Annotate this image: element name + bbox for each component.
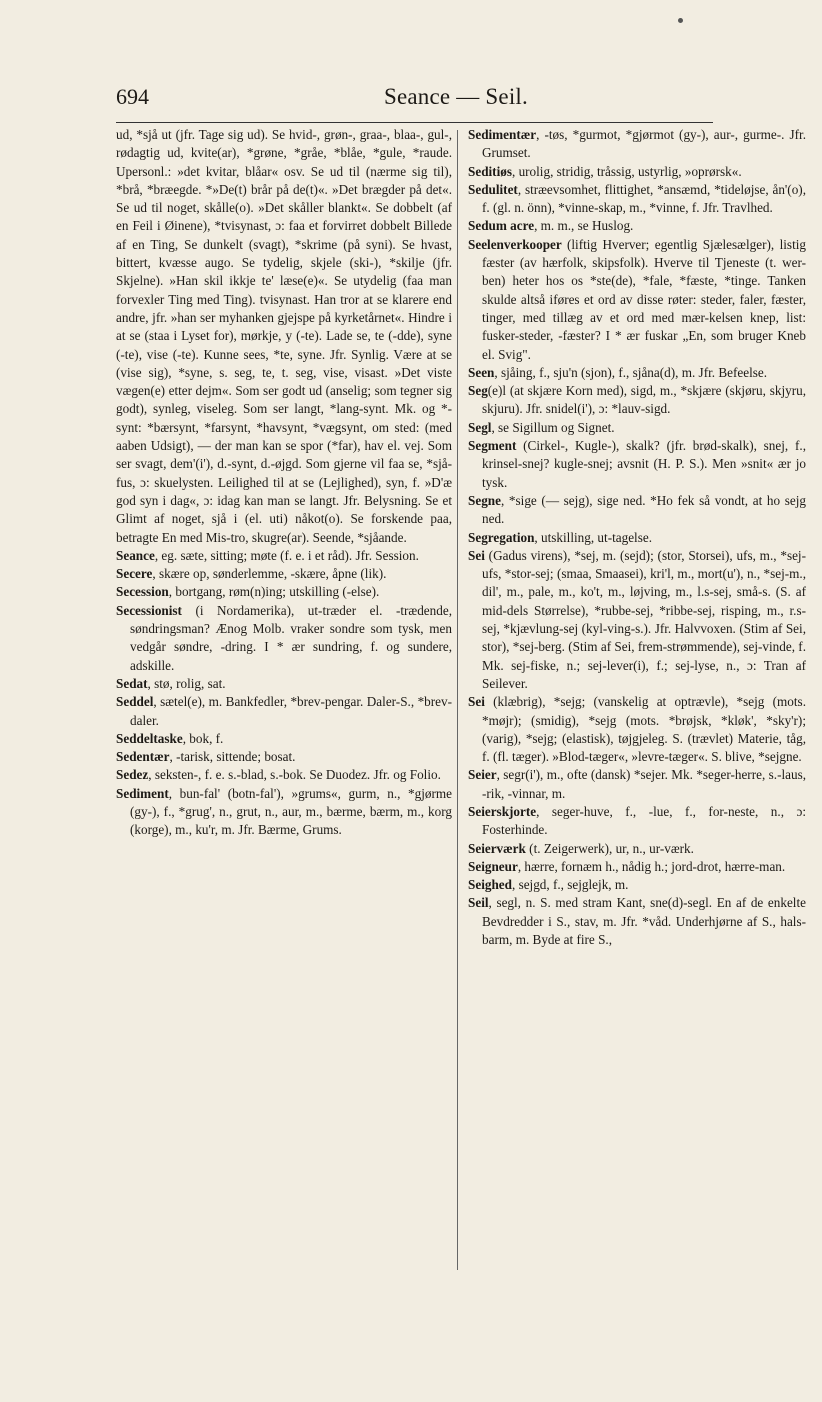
entry-headword: Seelenverkooper (468, 236, 567, 252)
entry-body: , sjåing, f., sju'n (sjon), f., sjåna(d), m. Jfr. Befeelse. (494, 364, 768, 380)
entry-headword: Seen (468, 364, 495, 380)
entry-body: , sætel(e), m. Bankfedler, *brev-pengar. Daler-S., *brev-daler. (130, 694, 452, 728)
entry-headword: Segregation (468, 529, 535, 545)
entry-headword: Seierskjorte (468, 803, 537, 819)
dictionary-entry (468, 529, 806, 547)
entry-body: , bun-fal' (botn-fal'), »grums«, gurm, n., *gjørme (gy-), f., *grug', n., grut, n., aur, m., bærme, bærm, m., korg (korge), m., ku'r, m. Jfr. Bærme, Grums. (130, 785, 452, 838)
dictionary-entry (468, 163, 806, 181)
entry-headword: Secession (116, 584, 169, 600)
entry-body: (i Nordamerika), ut-træder el. -trædende, søndringsman? Ænog Molb. vraker sondre som tysk, men vedgår søndre, -dring. I * ær sundring, f. og sundere, adskille. (130, 602, 452, 673)
dictionary-entry (468, 217, 806, 235)
dictionary-entry (468, 126, 806, 163)
dictionary-entry (116, 693, 452, 730)
dictionary-entry (116, 583, 452, 601)
entry-body: , m. m., se Huslog. (534, 218, 634, 234)
running-head: Seance — Seil. (384, 84, 528, 109)
entry-body: , segl, n. S. med stram Kant, sne(d)-segl. En af de enkelte Bevdredder i S., stav, m. Jfr. *våd. Underhjørne af S., hals-barm, m. Byde at fire S., (482, 895, 806, 948)
print-speck (678, 18, 683, 23)
dictionary-entry (116, 785, 452, 840)
entry-body: , bortgang, røm(n)ing; utskilling (-else). (168, 584, 380, 600)
entry-body: (e)l (at skjære Korn med), sigd, m., *skjære (skjøru, skjyru, skjuru). Jfr. snidel(i'), ɔ: *lauv-sigd. (482, 383, 806, 417)
dictionary-entry (468, 181, 806, 218)
entry-headword: Segne (468, 492, 501, 508)
entry-body: , urolig, stridig, tråssig, ustyrlig, »oprørsk«. (511, 163, 742, 179)
entry-headword: Sei (468, 547, 489, 563)
dictionary-entry (468, 766, 806, 803)
dictionary-entry: ud, *sjå ut (jfr. Tage sig ud). Se hvid-, grøn-, graa-, blaa-, gul-, rødagtig ud, kvite(ar), *grøne, *gråe, *blåe, *gule, *raude. Upersonl.: »det kvitar, blåar« osv. Se ud til (nærme sig til), *brå, *bræegde. *»De(t) brår på de(t)«. »Det brægder på det«. Se ud til noget, skålle(o). »Det skåller blankt«. Se dobbelt (af en Feil i Øinene), *tvisynast, ɔ: faa et forvirret dobbelt Billede af en Ting, Se dunkelt (svagt), *skrime (på syni). Se hvast, bittert, kvæsse augo. Se tydelig, skjele (ski-), *skilje (jfr. Skjelne). »Han skil ikkje te' læse(e)«. Se utydelig (faa man forvexler Ting med Ting). tvisynast. Han tror at se klarere end andre, jfr. »han ser myhanken gjejspe på kyrketårnet«. Hindre i at se (staa i Lyset for), mørkje, y (-te). Lade se, te (-dde), syne (-te), vise (-te). Kunne sees, *te, syne. Jfr. Synlig. Være at se (vise sig), *syne, s. seg, te, t. seg, vise, visast. »Det viste vægen(e) etter dejm«. Som ser godt ud (anselig; som tegner sig godt), synleg, viseleg. Som ser langt, *lang-synt. Mk. og *-synt: *bærsynt, *farsynt, *havsynt, *vægsynt, om sted: (med aaben Udsigt), — der man kan se spor (*far), hav el. vej. Som ser svagt, dem'(i'), d.-synt, d.-øjgd. Som gjerne vil faa se, *sjå-fus, ɔ: skuelysten. Leilighed til at se (Lejlighed), syn, f. »D'æ god syn i dag«, ɔ: idag kan man se langt. Jfr. Belysning. Se et Glimt af noget, sjå i (el. uti) nåkot(o). Se forskende paa, betragte En med Mis-tro, skugre(ar). Seende, *sjåande. (116, 127, 452, 545)
dictionary-entry (468, 382, 806, 419)
entry-body: , segr(i'), m., ofte (dansk) *sejer. Mk. *seger-herre, s.-laus, -rik, -vinnar, m. (482, 767, 806, 801)
dictionary-entry (116, 766, 452, 784)
dictionary-entry (116, 602, 452, 675)
entry-headword: Seance (116, 547, 155, 563)
entry-body: , -tøs, *gurmot, *gjørmot (gy-), aur-, gurme-. Jfr. Grumset. (482, 127, 806, 161)
dictionary-entry (468, 840, 806, 858)
entry-body: , seksten-, f. e. s.-blad, s.-bok. Se Duodez. Jfr. og Folio. (148, 767, 441, 783)
entry-headword: Secere (116, 566, 153, 582)
dictionary-entry (468, 547, 806, 693)
dictionary-entry (468, 236, 806, 364)
dictionary-entry (468, 876, 806, 894)
entry-body: (Cirkel-, Kugle-), skalk? (jfr. brød-skalk), snej, f., krinsel-snej? kugle-snej; avsnit (H. P. S.). Men »snit« ær jo tysk. (482, 438, 806, 490)
entry-body: , hærre, fornæm h., nådig h.; jord-drot, hærre-man. (517, 858, 786, 874)
column-divider (457, 130, 458, 1270)
entry-body: , eg. sæte, sitting; møte (f. e. i et råd). Jfr. Session. (154, 547, 419, 563)
dictionary-entry (468, 803, 806, 840)
entry-body: , sejgd, f., sejglejk, m. (511, 877, 629, 893)
dictionary-entry (468, 492, 806, 529)
entry-headword: Seil (468, 895, 489, 911)
entry-body: (liftig Hverver; egentlig Sjælesælger), listig fæster (av hærfolk, skipsfolk). Hverve til Tjeneste (t. wer-ben) heter hos os *ste(de), *fale, *fæste, *tinge. Tanken skulde altså iføres et ord av disse røter: steder, faler, fæster, tinger, med tillæg av et ord med mær-kelsen knep, list: fusker-steder, -fæster? I * ær fuskar „En, som bruger Kneb el. Svig". (482, 236, 806, 362)
page-number: 694 (116, 84, 149, 109)
entry-headword: Seditiøs (468, 163, 512, 179)
entry-headword: Seighed (468, 877, 512, 893)
entry-body: , skære op, sønderlemme, -skære, åpne (lik). (152, 566, 387, 582)
entry-body: , seger-huve, f., -lue, f., for-neste, n., ɔ: Fosterhinde. (482, 803, 806, 838)
entry-headword: Sedulitet (468, 181, 518, 197)
entry-headword: Seg (468, 383, 488, 399)
right-column (468, 126, 806, 1276)
dictionary-entry (468, 693, 806, 766)
entry-body: (t. Zeigerwerk), ur, n., ur-værk. (529, 840, 694, 856)
dictionary-entry (468, 858, 806, 876)
entry-headword: Sei (468, 694, 494, 710)
entry-headword: Secessionist (116, 602, 196, 618)
dictionary-entry (468, 419, 806, 437)
entry-body: (klæbrig), *sejg; (vanskelig at optrævle), *sejg (mots. *møjr); (smidig), *sejg (mots. *brøjsk, *kløk', *sky'r); (varig), *sejg; (elastisk), tøjgjeleg. S. (trævlet) Materie, tåg, f. (fl. tæger). »Blod-tæger«, »levre-tæger«. S. blive, *sejgne. (482, 694, 806, 765)
entry-body: , se Sigillum og Signet. (491, 419, 615, 435)
entry-headword: Seier (468, 767, 497, 783)
entry-headword: Sedum acre (468, 218, 535, 234)
dictionary-entry (468, 437, 806, 492)
header-rule (116, 122, 713, 123)
entry-headword: Sedimentær (468, 127, 537, 142)
dictionary-entry (116, 675, 452, 693)
entry-headword: Sedez (116, 767, 149, 783)
dictionary-entry (116, 748, 452, 766)
entry-headword: Sedat (116, 675, 148, 691)
entry-headword: Sedentær (116, 749, 170, 765)
entry-headword: Sediment (116, 785, 169, 801)
entry-body: , -tarisk, sittende; bosat. (169, 749, 296, 765)
entry-body: , utskilling, ut-tagelse. (534, 529, 652, 545)
entry-headword: Seierværk (468, 840, 530, 856)
entry-body: , stræevsomhet, flittighet, *ansæmd, *tideløjse, ån'(o), f. (gl. n. önn), *vinne-skap, m., *vinne, f. Jfr. Travlhed. (482, 181, 806, 216)
entry-body: (Gadus virens), *sej, m. (sejd); (stor, Storsei), ufs, m., *sej-ufs, *stor-sej; (smaa, Smaasei), kri'l, m., mort(u'), n., *sej-m., dil', m., pale, m., ko't, m., løjving, m., l.s-sej, små-s. (S. af mid-dels Størrelse), *rubbe-sej, *ribbe-sej, risping, m., r.s-sej, *kjævlung-sej (kyl-ving-s.). Jfr. Halvvoxen. (Stim af Sei, stor), *sej-berg. (Stim af Sei, frem-strømmende), sej-vinde, f. Mk. sej-fiske, n.; sej-lever(i), f.; sej-lyse, n., ɔ: Tran af Seilever. (482, 547, 806, 691)
entry-body: , stø, rolig, sat. (147, 675, 226, 691)
dictionary-entry (116, 730, 452, 748)
entry-headword: Seddel (116, 694, 154, 710)
dictionary-entry (116, 547, 452, 565)
entry-headword: Segl (468, 419, 492, 435)
left-column (116, 126, 452, 1276)
entry-headword: Seddeltaske (116, 730, 183, 746)
dictionary-entry (468, 894, 806, 949)
entry-body: , *sige (— sejg), sige ned. *Ho fek så vondt, at ho sejg ned. (482, 492, 806, 527)
dictionary-entry (468, 364, 806, 382)
entry-headword: Segment (468, 438, 524, 454)
dictionary-entry (116, 565, 452, 583)
entry-headword: Seigneur (468, 858, 518, 874)
page-header (116, 84, 554, 118)
entry-body: , bok, f. (182, 730, 224, 746)
